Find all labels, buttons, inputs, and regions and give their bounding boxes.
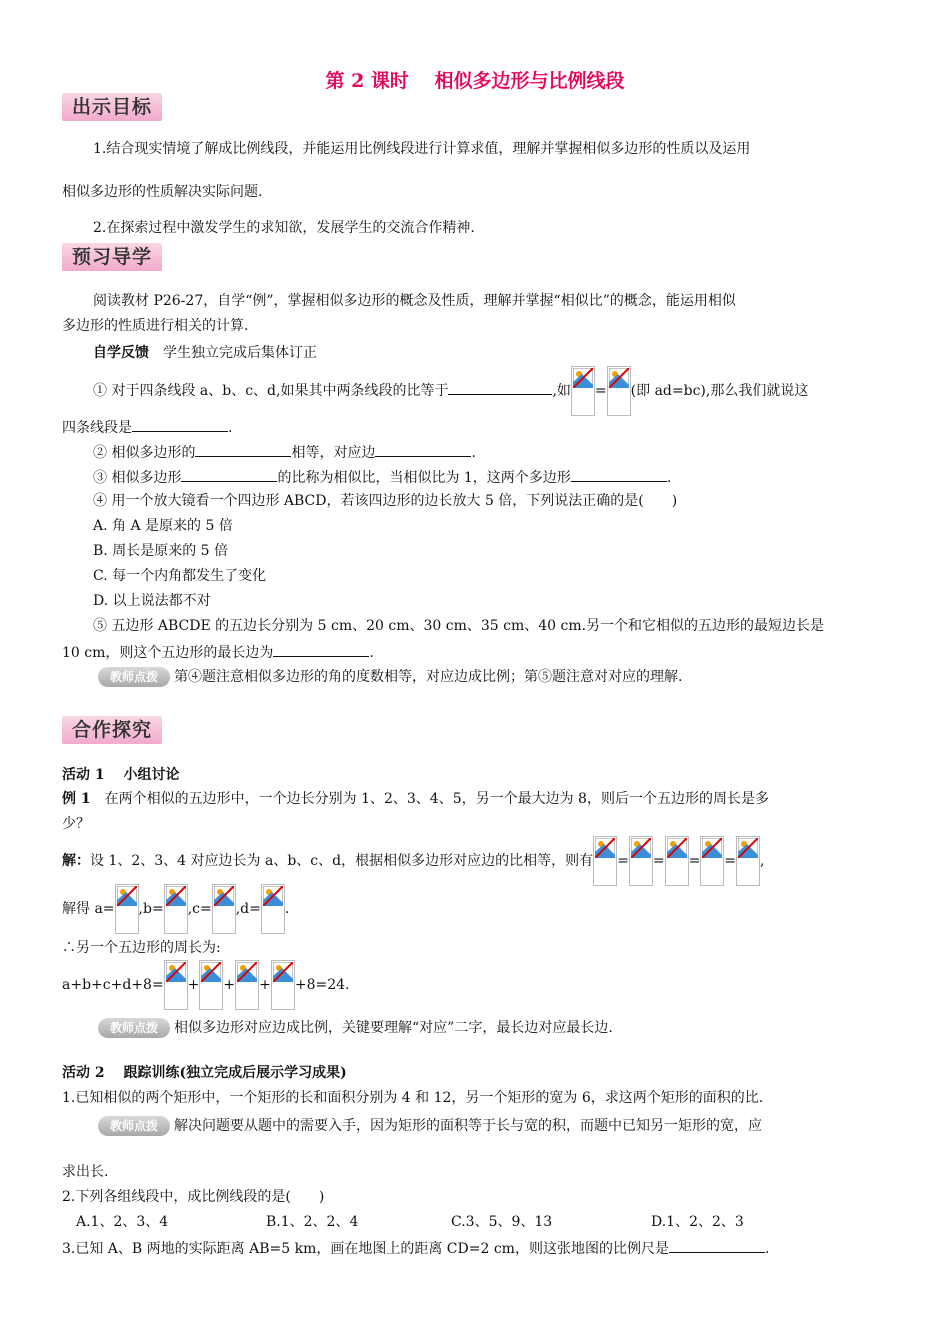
section-banner-explore: 合作探究 <box>62 716 162 744</box>
answer-blank[interactable] <box>448 380 552 395</box>
tip-3-text: 解决问题要从题中的需要入手，因为矩形的面积等于长与宽的积，而题中已知另一矩形的宽，应 <box>174 1118 762 1134</box>
q4-option-d: D. 以上说法都不对 <box>93 593 211 609</box>
p2-option-c: C.3、5、9、13 <box>451 1214 553 1230</box>
formula-image-icon <box>261 884 285 934</box>
goal-1-cont: 相似多边形的性质解决实际问题. <box>62 184 263 200</box>
goal-1 <box>93 140 750 158</box>
formula-image-icon <box>212 884 236 934</box>
goal-1-line-a: 1.结合现实情境了解成比例线段，并能运用比例线段进行计算求值，理解并掌握相似多边形的性质以及运用 <box>93 141 751 157</box>
question-5: ⑤ 五边形 ABCDE 的五边长分别为 5 cm、20 cm、30 cm、35 cm、40 cm.另一个和它相似的五边形的最短边长是 <box>93 618 825 634</box>
question-4: ④ 用一个放大镜看一个四边形 ABCD，若该四边形的边长放大 5 倍，下列说法正确的是( ) <box>93 493 678 509</box>
answer-blank[interactable] <box>195 442 291 457</box>
example-1-cont: 少？ <box>62 816 90 832</box>
q1-text-d: (即 ad=bc),那么我们就说这 <box>630 383 809 399</box>
question-2 <box>93 442 476 462</box>
q2-text-b: 相等，对应边 <box>291 445 376 461</box>
formula-image-icon <box>571 366 595 416</box>
formula-image-icon <box>736 836 760 886</box>
plus-sign: + <box>223 977 236 993</box>
solve-a: 解得 a= <box>62 901 115 917</box>
answer-blank[interactable] <box>273 642 369 657</box>
formula-image-icon <box>607 366 631 416</box>
read-instruction-cont: 多边形的性质进行相关的计算. <box>62 318 249 334</box>
tip-1-text: 第④题注意相似多边形的角的度数相等，对应边成比例；第⑤题注意对对应的理解. <box>174 669 683 685</box>
teacher-tip-3-cont: 求出长. <box>62 1164 109 1180</box>
q4-option-b: B. 周长是原来的 5 倍 <box>93 543 228 559</box>
p2-option-d: D.1、2、2、3 <box>651 1214 744 1230</box>
example-1 <box>62 790 769 808</box>
question-1-cont <box>62 417 232 437</box>
problem-3 <box>62 1238 769 1258</box>
tip-2-text: 相似多边形对应边成比例，关键要理解“对应”二字，最长边对应最长边. <box>174 1020 613 1036</box>
feedback-label: 自学反馈 <box>93 345 149 361</box>
plus-sign: + <box>187 977 200 993</box>
q2-text-c: . <box>471 445 476 461</box>
solve-c: ,c= <box>187 901 212 917</box>
teacher-tip-1 <box>98 667 682 687</box>
example-label: 例 1 <box>62 791 91 807</box>
formula-image-icon <box>164 960 188 1010</box>
q1-text-f: . <box>228 420 233 436</box>
q3-text-b: 的比称为相似比，当相似比为 1，这两个多边形 <box>277 470 571 486</box>
formula-image-icon <box>593 836 617 886</box>
activity-1-heading: 活动 1 小组讨论 <box>62 767 180 783</box>
formula-image-icon <box>700 836 724 886</box>
formula-image-icon <box>629 836 653 886</box>
q3-text-a: ③ 相似多边形 <box>93 470 182 486</box>
plus-sign: + <box>259 977 271 993</box>
equals-sign: = <box>724 853 737 869</box>
formula-image-icon <box>115 884 139 934</box>
answer-blank[interactable] <box>375 442 471 457</box>
answer-blank[interactable] <box>132 417 228 432</box>
solve-d: ,d= <box>235 901 261 917</box>
teacher-tip-badge: 教师点拨 <box>98 1018 170 1038</box>
q3-text-c: . <box>666 470 672 486</box>
question-5-cont <box>62 642 374 662</box>
answer-blank[interactable] <box>571 467 667 482</box>
solve-line <box>62 884 289 934</box>
example-text: 在两个相似的五边形中，一个边长分别为 1、2、3、4、5，另一个最大边为 8，则后一个五边形的周长是多 <box>90 791 769 807</box>
q2-text-a: ② 相似多边形的 <box>93 445 196 461</box>
q1-text: ① 对于四条线段 a、b、c、d,如果其中两条线段的比等于 <box>93 383 449 399</box>
solution-label: 解： <box>62 853 90 869</box>
solve-b: ,b= <box>138 901 164 917</box>
sum-line <box>62 960 350 1010</box>
q5-text-c: . <box>369 645 374 661</box>
sum-end: +8=24. <box>294 977 350 993</box>
equals-sign: = <box>617 853 629 869</box>
teacher-tip-3 <box>98 1116 762 1136</box>
formula-image-icon <box>235 960 259 1010</box>
teacher-tip-2 <box>98 1018 613 1038</box>
solution-line <box>62 836 764 886</box>
problem-1: 1.已知相似的两个矩形中，一个矩形的长和面积分别为 4 和 12，另一个矩形的宽为 6，求这两个矩形的面积的比. <box>62 1090 764 1106</box>
sum-a: a+b+c+d+8= <box>62 977 164 993</box>
question-3 <box>93 467 671 487</box>
fraction-row <box>593 853 760 869</box>
formula-image-icon <box>665 836 689 886</box>
read-instruction: 阅读教材 P26-27，自学“例”，掌握相似多边形的概念及性质，理解并掌握“相似比”的概念，能运用相似 <box>93 293 736 309</box>
teacher-tip-badge: 教师点拨 <box>98 1116 170 1136</box>
solution-text: 设 1、2、3、4 对应边长为 a、b、c、d，根据相似多边形对应边的比相等，则有 <box>90 853 594 869</box>
q4-option-a: A. 角 A 是原来的 5 倍 <box>93 518 233 534</box>
equals-sign: = <box>688 853 701 869</box>
solve-e: . <box>284 901 290 917</box>
formula-image-icon <box>271 960 295 1010</box>
answer-blank[interactable] <box>181 467 277 482</box>
p2-option-b: B.1、2、2、4 <box>266 1214 359 1230</box>
teacher-tip-badge: 教师点拨 <box>98 667 170 687</box>
problem-2: 2.下列各组线段中，成比例线段的是( ) <box>62 1189 325 1205</box>
q5-text-b: 10 cm，则这个五边形的最长边为 <box>62 645 274 661</box>
q4-option-c: C. 每一个内角都发生了变化 <box>93 568 267 584</box>
page-title: 第 2 课时 相似多边形与比例线段 <box>325 70 625 92</box>
equals-sign: = <box>652 853 665 869</box>
therefore-line: ∴另一个五边形的周长为: <box>62 940 221 956</box>
goal-2: 2.在探索过程中激发学生的求知欲，发展学生的交流合作精神. <box>93 220 475 236</box>
section-banner-goals: 出示目标 <box>62 93 162 121</box>
feedback-line <box>93 344 317 362</box>
answer-blank[interactable] <box>669 1238 765 1253</box>
feedback-text: 学生独立完成后集体订正 <box>163 345 317 361</box>
activity-2-heading: 活动 2 跟踪训练(独立完成后展示学习成果) <box>62 1065 347 1081</box>
q1-text-b: ,如 <box>552 383 571 399</box>
q1-text-e: 四条线段是 <box>62 420 132 436</box>
section-banner-preview: 预习导学 <box>62 243 162 271</box>
p2-option-a: A.1、2、3、4 <box>76 1214 169 1230</box>
comma: , <box>760 853 765 869</box>
p3-text: 3.已知 A、B 两地的实际距离 AB=5 km，画在地图上的距离 CD=2 cm，则这张地图的比例尺是 <box>62 1241 669 1257</box>
p3-end: . <box>764 1241 770 1257</box>
question-1 <box>93 366 808 416</box>
equals-sign: = <box>594 383 607 399</box>
formula-image-icon <box>164 884 188 934</box>
formula-image-icon <box>199 960 223 1010</box>
